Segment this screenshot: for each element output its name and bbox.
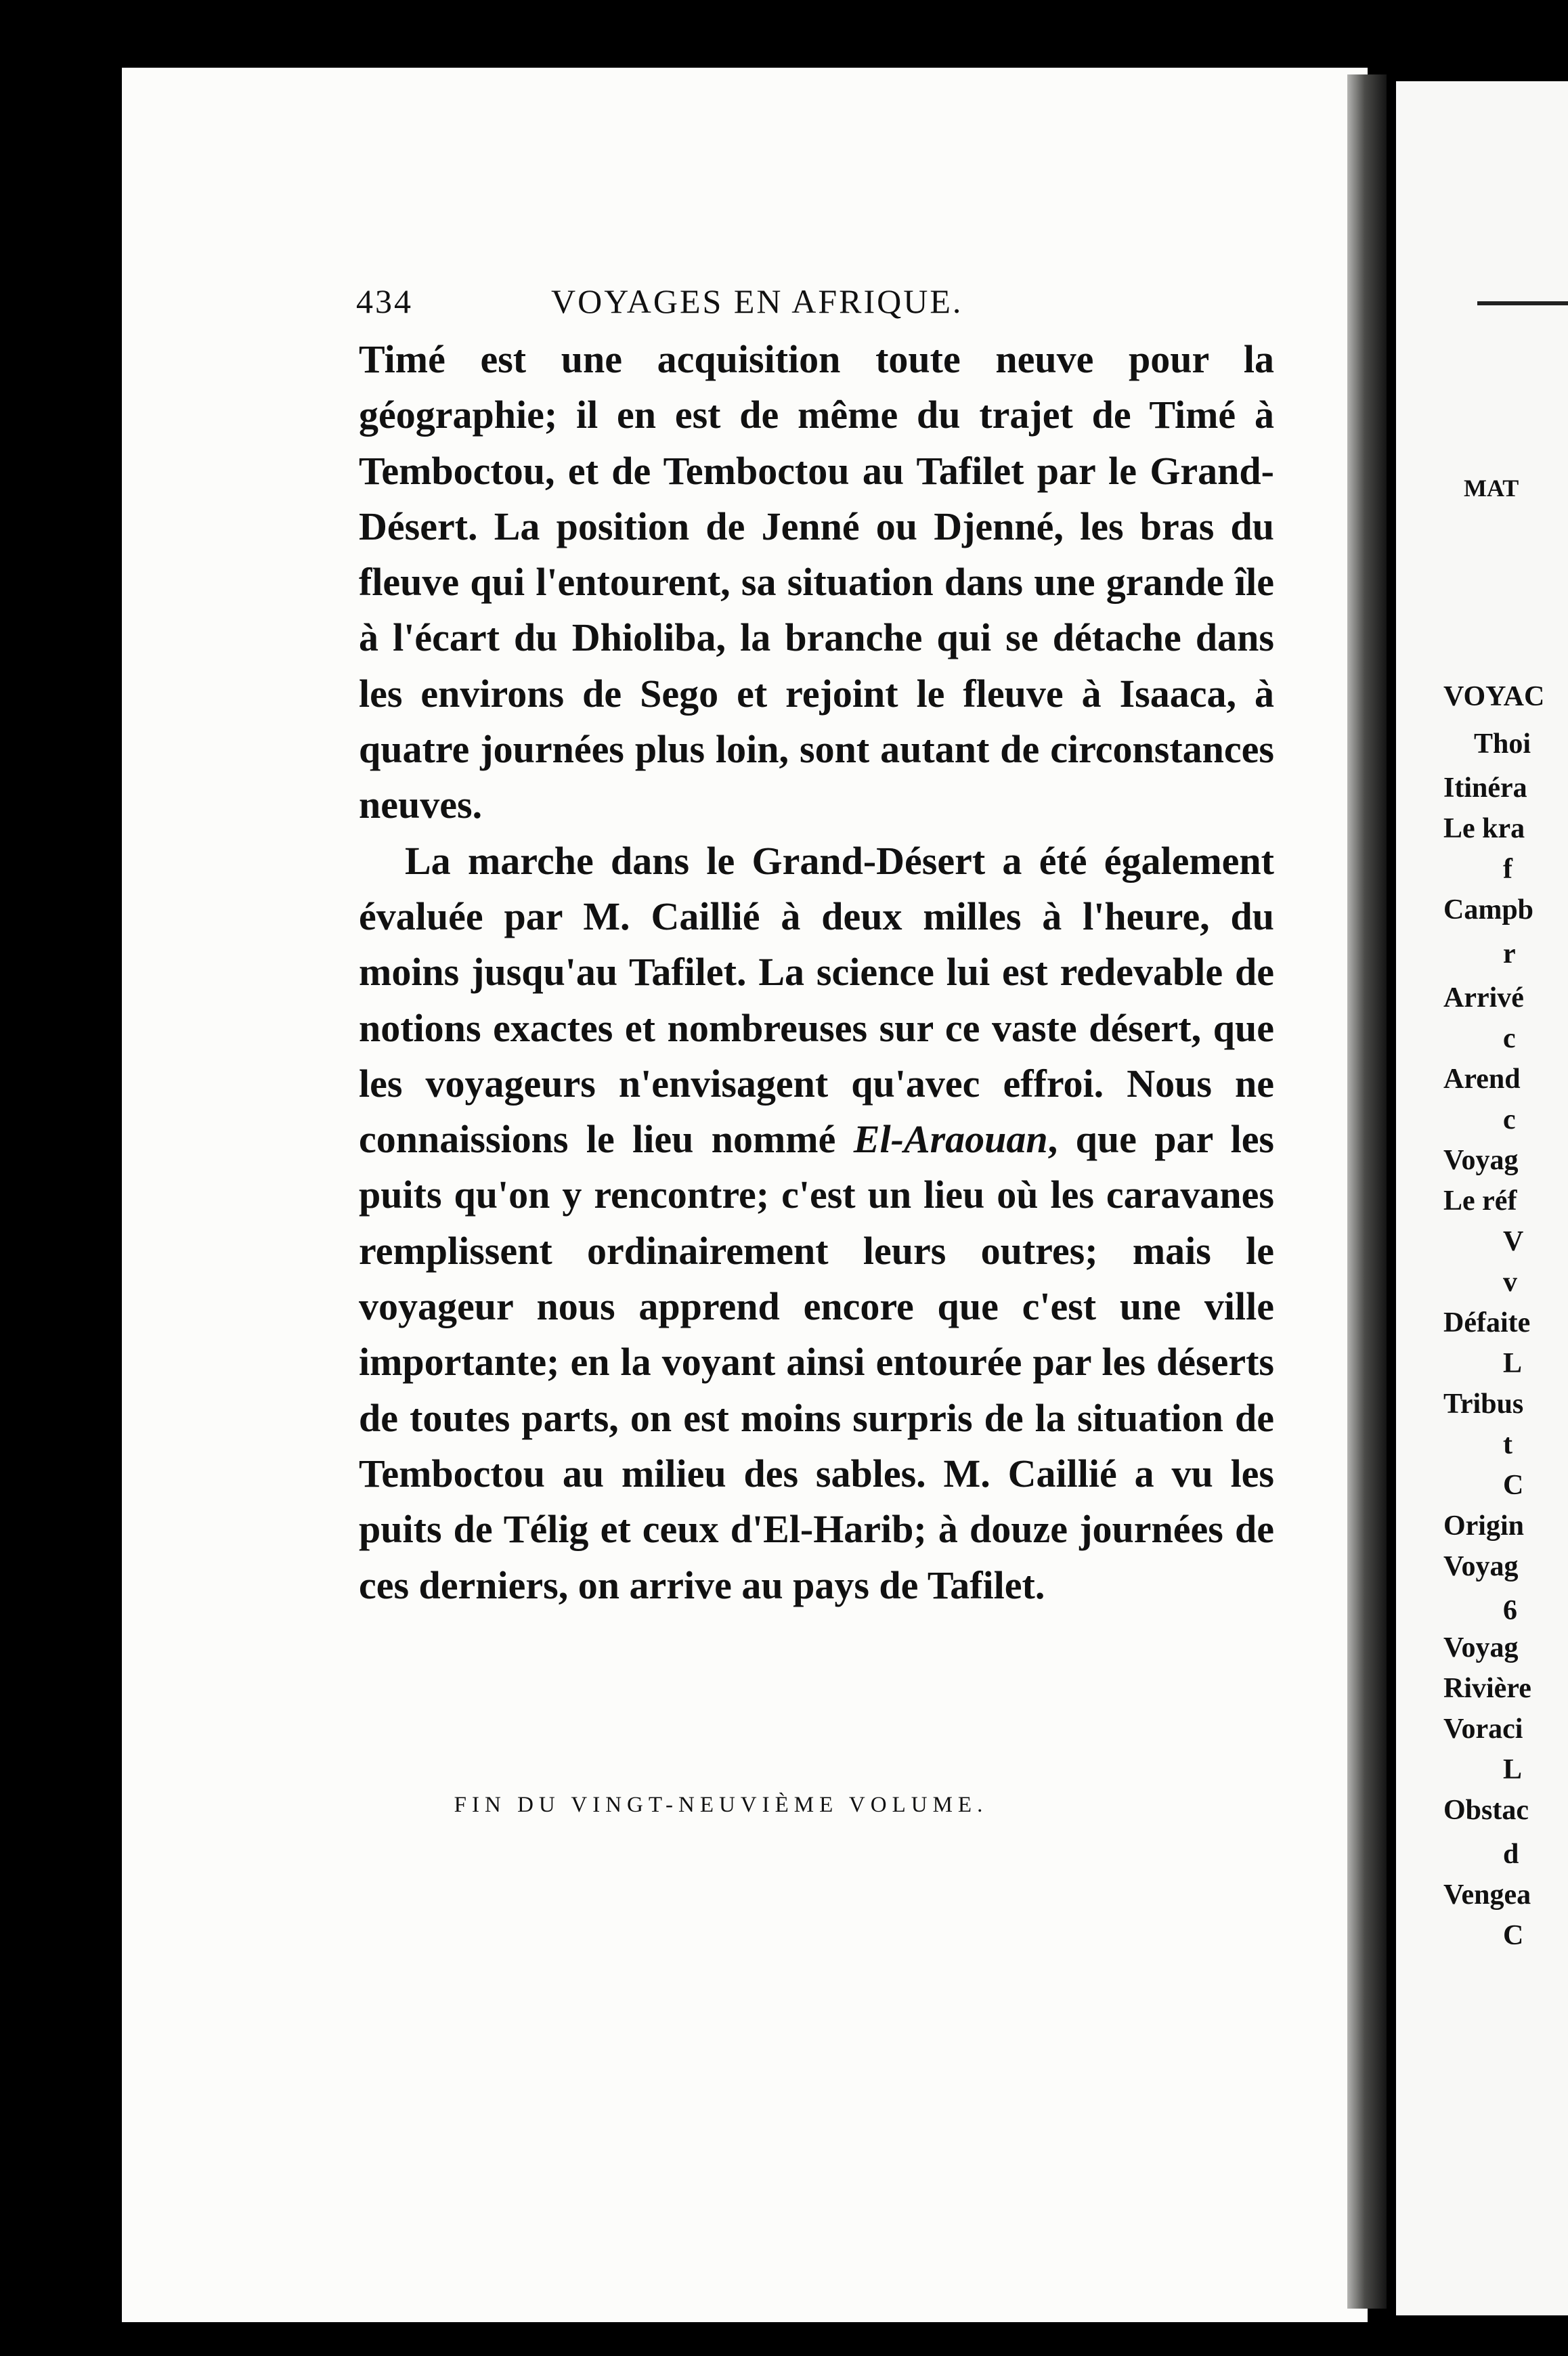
- right-page-fragment: Itinéra: [1443, 772, 1527, 804]
- paragraph-1: Timé est une acquisition toute neuve pour la géographie; il en est de même du trajet de Timé à Temboctou, et de Temboctou au Tafilet par le Grand-Désert. La position de Jenné ou Djenné, les bras du fleuve qui l'entourent, sa situation dans une grande île à l'écart du Dhioliba, la branche qui se détache dans les environs de Sego et rejoint le fleuve à Isaaca, à quatre journées plus loin, sont autant de circonstances neuves.: [359, 337, 1274, 827]
- right-page-fragment: t: [1503, 1429, 1512, 1460]
- right-page-fragment: VOYAC: [1443, 681, 1545, 712]
- colophon: FIN DU VINGT-NEUVIÈME VOLUME.: [454, 1793, 988, 1817]
- right-page-fragment: Campb: [1443, 894, 1534, 925]
- right-page-fragment: Voyag: [1443, 1551, 1519, 1582]
- right-page-fragment: Arend: [1443, 1064, 1521, 1095]
- right-page-fragment: Vengea: [1443, 1879, 1531, 1911]
- paragraph-2: [359, 833, 1274, 1613]
- right-page-fragment: V: [1503, 1226, 1524, 1257]
- right-page-fragment: L: [1503, 1754, 1523, 1785]
- right-page-fragment: Arrivé: [1443, 982, 1524, 1013]
- right-page: [1396, 81, 1568, 2315]
- right-page-fragment: Voraci: [1443, 1714, 1523, 1745]
- right-page-fragment: c: [1503, 1023, 1516, 1054]
- right-page-fragment: Voyag: [1443, 1632, 1519, 1663]
- right-page-fragment: Le kra: [1443, 813, 1525, 844]
- right-page-fragment: Obstac: [1443, 1795, 1529, 1826]
- body-text: [359, 332, 1274, 1613]
- right-page-fragment: C: [1503, 1920, 1524, 1951]
- right-page-fragment: Défaite: [1443, 1307, 1531, 1338]
- right-page-fragment: Voyag: [1443, 1145, 1519, 1176]
- right-page-fragment: v: [1503, 1267, 1517, 1298]
- right-page-fragment: r: [1503, 938, 1516, 969]
- paragraph-2-part-2: , que par les puits qu'on y rencontre; c'est un lieu où les caravanes remplissent ordinairement leurs outres; mais le voyageur nous apprend encore que c'est une ville importante; en la voyant ainsi entourée par les déserts de toutes parts, on est moins surpris de la situation de Temboctou au milieu des sables. M. Caillié a vu les puits de Télig et ceux d'El-Harib; à douze journées de ces derniers, on arrive au pays de Tafilet.: [359, 1117, 1275, 1607]
- right-page-fragment: L: [1503, 1348, 1523, 1379]
- right-page-fragment: c: [1503, 1104, 1516, 1135]
- running-title: VOYAGES EN AFRIQUE.: [551, 282, 963, 320]
- page-number: 434: [356, 282, 413, 320]
- paragraph-2-part-1: La marche dans le Grand-Désert a été également évaluée par M. Caillié à deux milles à l'heure, du moins jusqu'au Tafilet. La science lui est redevable de notions exactes et nombreuses sur ce vaste désert, que les voyageurs n'envisagent qu'avec effroi. Nous ne connaissions le lieu nommé: [359, 838, 1274, 1162]
- right-page-fragment: Thoi: [1474, 728, 1531, 760]
- right-page-fragment: Rivière: [1443, 1673, 1531, 1704]
- right-page-fragment: Tribus: [1443, 1389, 1524, 1420]
- running-head: [356, 278, 1273, 325]
- book-gutter: [1347, 74, 1387, 2309]
- right-page-fragment: MAT: [1464, 475, 1519, 502]
- right-page-fragment: Le réf: [1443, 1185, 1517, 1217]
- right-page-fragment: Origin: [1443, 1510, 1525, 1542]
- place-name-el-araouan: El-Araouan: [853, 1117, 1048, 1162]
- right-page-fragment: 6: [1503, 1595, 1517, 1626]
- right-page-header-rule: [1477, 301, 1568, 305]
- right-page-fragment: d: [1503, 1839, 1519, 1870]
- right-page-fragment: f: [1503, 854, 1512, 885]
- right-page-fragment: C: [1503, 1470, 1524, 1501]
